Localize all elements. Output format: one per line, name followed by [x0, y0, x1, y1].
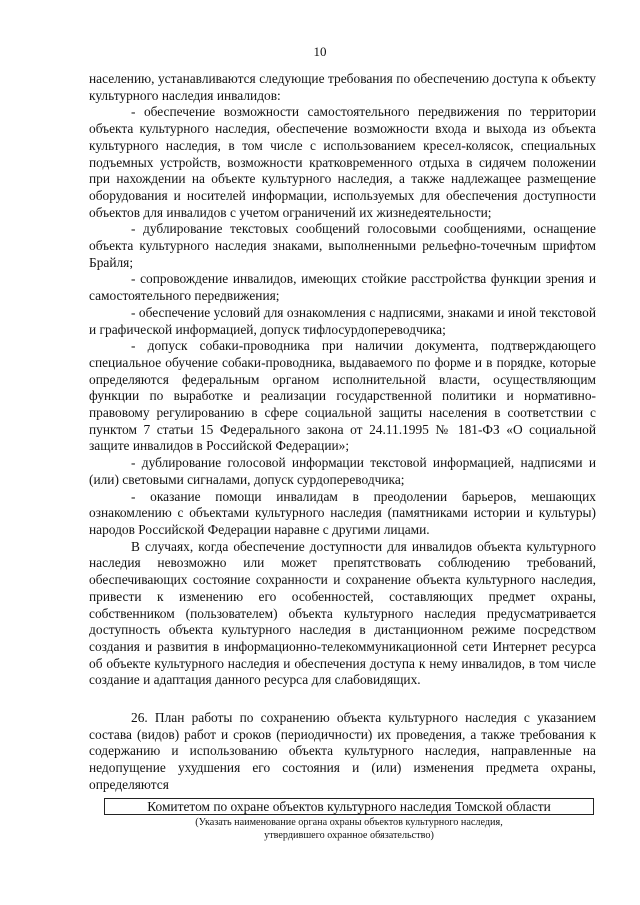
section-26-text: 26. План работы по сохранению объекта культурного наследия с указанием состава (видов) работ и сроков (периодичности) их проведения, а также требования к содержанию и использованию объекта культурного наследия, направленные на недопущение ухудшения его состояния и (или) изменения предмета охраны, определяются	[89, 710, 596, 792]
paragraph-escort: - сопровождение инвалидов, имеющих стойкие расстройства функции зрения и самостоятельного передвижения;	[89, 271, 596, 304]
paragraph-gap	[89, 689, 596, 710]
paragraph-remote-access: В случаях, когда обеспечение доступности для инвалидов объекта культурного наследия невозможно или может препятствовать соблюдению требований, обеспечивающих состояние сохранности и сохранение объекта культурного наследия, привести к изменению его особенностей, составляющих предмет охраны, собственником (пользователем) объекта культурного наследия предусматривается доступность объекта культурного наследия в дистанционном режиме посредством создания и развития в информационно-телекоммуникационной сети Интернет ресурса об объекте культурного наследия и обеспечения доступа к нему инвалидов, в том числе создание и адаптация данного ресурса для слабовидящих.	[89, 538, 596, 688]
authority-name-box: Комитетом по охране объектов культурного наследия Томской области	[104, 798, 594, 815]
authority-caption	[104, 817, 594, 842]
paragraph-braille: - дублирование текстовых сообщений голосовыми сообщениями, оснащение объекта культурного наследия знаками, выполненными рельефно-точечным шрифтом Брайля;	[89, 221, 596, 270]
paragraph-voice-duplication: - дублирование голосовой информации текстовой информацией, надписями и (или) световыми сигналами, допуск сурдопереводчика;	[89, 455, 596, 487]
paragraph-guide-dog: - допуск собаки-проводника при наличии документа, подтверждающего специальное обучение собаки-проводника, выдаваемого по форме и в порядке, которые определяются федеральным органом исполнительной власти, осуществляющим функции по выработке и реализации государственной политики и нормативно-правовому регулированию в сфере социальной защиты населения в соответствии с пунктом 7 статьи 15 Федерального закона от 24.11.1995 № 181-ФЗ «О социальной защите инвалидов в Российской Федерации»;	[89, 338, 596, 454]
page-number: 10	[313, 44, 327, 59]
document-body	[89, 71, 596, 794]
paragraph-assistance: - оказание помощи инвалидам в преодолении барьеров, мешающих ознакомлению с объектами культурного наследия (памятниками истории и культуры) народов Российской Федерации наравне с другими лицами.	[89, 488, 596, 537]
caption-line-1: (Указать наименование органа охраны объектов культурного наследия,	[195, 817, 503, 828]
caption-line-2: утвердившего охранное обязательство)	[264, 829, 434, 841]
paragraph-signs: - обеспечение условий для ознакомления с надписями, знаками и иной текстовой и графической информацией, допуск тифлосурдопереводчика;	[89, 304, 596, 337]
paragraph-intro: населению, устанавливаются следующие требования по обеспечению доступа к объекту культурного наследия инвалидов:	[89, 71, 596, 103]
paragraph-movement: - обеспечение возможности самостоятельного передвижения по территории объекта культурного наследия, обеспечение возможности входа и выхода из объекта культурного наследия, в том числе с использованием кресел-колясок, специальных подъемных устройств, возможности кратковременного отдыха в сидячем положении при нахождении на объекте культурного наследия, а также надлежащее размещение оборудования и носителей информации, используемых для обеспечения доступности объектов для инвалидов с учетом ограничений их жизнедеятельности;	[89, 104, 596, 220]
